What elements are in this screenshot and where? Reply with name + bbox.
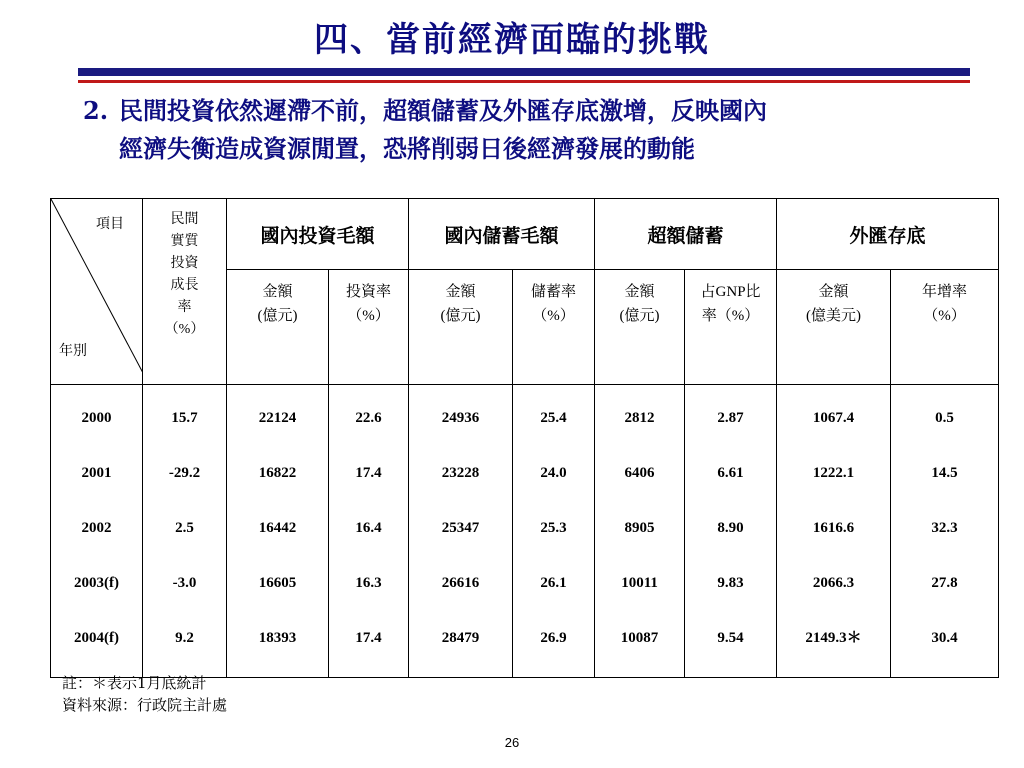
slide-title: 四、當前經濟面臨的挑戰 [314,20,710,60]
group-header-investment: 國內投資毛額 [227,199,409,270]
table-cell: 30.4 [931,630,958,646]
table-cell: 10087 [620,630,659,646]
table-cell: 28479 [441,630,480,646]
table-cell: 10011 [621,575,658,591]
table-cell: 24936 [441,410,480,426]
table-cell: 9.83 [717,575,744,591]
table-cell: 22.6 [355,410,382,426]
table-cell: 16605 [258,575,297,591]
table-cell: 0.5 [935,410,954,426]
table-cell: 2149.3＊ [805,630,862,646]
sub-header [685,270,777,385]
table-cell: 25.3 [540,520,567,536]
column-fx-reserves-amount [777,385,891,678]
economic-data-table [50,198,999,678]
sub-header-line: 占GNP比 [700,284,761,300]
growth-rate-header [143,199,227,385]
growth-header-line: 投資 [170,256,199,271]
slide-subtitle [83,92,983,168]
table-cell: 6406 [624,465,655,481]
table-cell: 2812 [624,410,655,426]
growth-header-line: 率 [177,300,192,315]
sub-header-line: （%） [923,308,966,324]
title-rule-red [78,80,970,83]
page-number: 26 [504,735,520,750]
table-cell: 9.54 [717,630,744,646]
table-cell: 15.7 [171,410,198,426]
growth-header-line: 實質 [170,234,199,249]
subtitle-line-1: 民間投資依然遲滯不前，超額儲蓄及外匯存底激增，反映國內 [119,96,767,125]
corner-item-label: 項目 [96,217,124,232]
column-growth-rate [143,385,227,678]
table-cell: 2004(f) [74,630,119,646]
table-corner-header [51,199,143,385]
sub-header [891,270,999,385]
table-cell: -29.2 [168,465,201,481]
table-cell: 18393 [258,630,297,646]
table-cell: 1067.4 [812,410,855,426]
sub-header-line: 金額 [624,284,655,300]
table-cell: 25.4 [540,410,567,426]
sub-header-line: 率（%） [701,308,760,324]
table-cell: 1222.1 [812,465,855,481]
sub-header-line: 金額 [262,284,293,300]
column-excess-savings-amount [595,385,685,678]
group-header-excess-savings: 超額儲蓄 [595,199,777,270]
table-cell: 16.3 [355,575,382,591]
table-cell: 27.8 [931,575,958,591]
table-cell: 2.87 [717,410,744,426]
sub-header [329,270,409,385]
growth-header-line: 成長 [170,278,199,293]
sub-header [595,270,685,385]
column-investment-rate [329,385,409,678]
table-cell: 17.4 [355,465,382,481]
sub-header-line: （%） [347,308,390,324]
column-year [51,385,143,678]
sub-header [513,270,595,385]
group-header-savings: 國內儲蓄毛額 [409,199,595,270]
table-cell: 2066.3 [812,575,855,591]
table-cell: -3.0 [172,575,197,591]
table-cell: 26616 [441,575,480,591]
footnote-source: 資料來源：行政院主計處 [62,696,228,714]
table-cell: 2000 [81,410,112,426]
group-header-fx-reserves: 外匯存底 [777,199,999,270]
subtitle-line-2: 經濟失衡造成資源閒置，恐將削弱日後經濟發展的動能 [119,134,695,163]
column-fx-reserves-growth [891,385,999,678]
table-cell: 8.90 [717,520,744,536]
sub-header-line: (億元) [257,308,298,324]
table-cell: 16.4 [355,520,382,536]
sub-header-line: （%） [532,308,575,324]
table-body-row [51,385,999,678]
table-cell: 14.5 [931,465,958,481]
table-cell: 8905 [624,520,655,536]
title-rule-blue [78,68,970,76]
sub-header-line: 年增率 [922,284,968,300]
table-cell: 24.0 [540,465,567,481]
table-cell: 2002 [81,520,112,536]
table-cell: 25347 [441,520,480,536]
table-cell: 26.9 [540,630,567,646]
table-cell: 32.3 [931,520,958,536]
column-investment-amount [227,385,329,678]
table-cell: 2003(f) [74,575,119,591]
column-savings-rate [513,385,595,678]
table-cell: 17.4 [355,630,382,646]
column-savings-amount [409,385,513,678]
table-cell: 16442 [258,520,297,536]
corner-year-label: 年別 [59,344,87,359]
table-cell: 22124 [258,410,297,426]
subtitle-number: 2. [83,96,109,125]
table-cell: 6.61 [717,465,744,481]
sub-header-line: 投資率 [346,284,392,300]
sub-header-line: 金額 [818,284,849,300]
sub-header [227,270,329,385]
sub-header-line: 金額 [445,284,476,300]
sub-header-line: 儲蓄率 [531,284,577,300]
footnote-asterisk: 註：＊表示1月底統計 [62,674,207,692]
table-cell: 26.1 [540,575,567,591]
table-cell: 16822 [258,465,297,481]
growth-header-line: 民間 [170,212,199,227]
table-cell: 23228 [441,465,480,481]
sub-header [409,270,513,385]
sub-header [777,270,891,385]
table-cell: 2001 [81,465,112,481]
growth-header-line: （%） [164,322,205,337]
sub-header-line: (億元) [440,308,481,324]
table-cell: 1616.6 [812,520,855,536]
column-excess-savings-gnp-ratio [685,385,777,678]
sub-header-line: (億美元) [806,308,862,324]
footnotes [62,672,227,716]
sub-header-line: (億元) [619,308,660,324]
table-cell: 2.5 [175,520,194,536]
table-cell: 9.2 [175,630,194,646]
